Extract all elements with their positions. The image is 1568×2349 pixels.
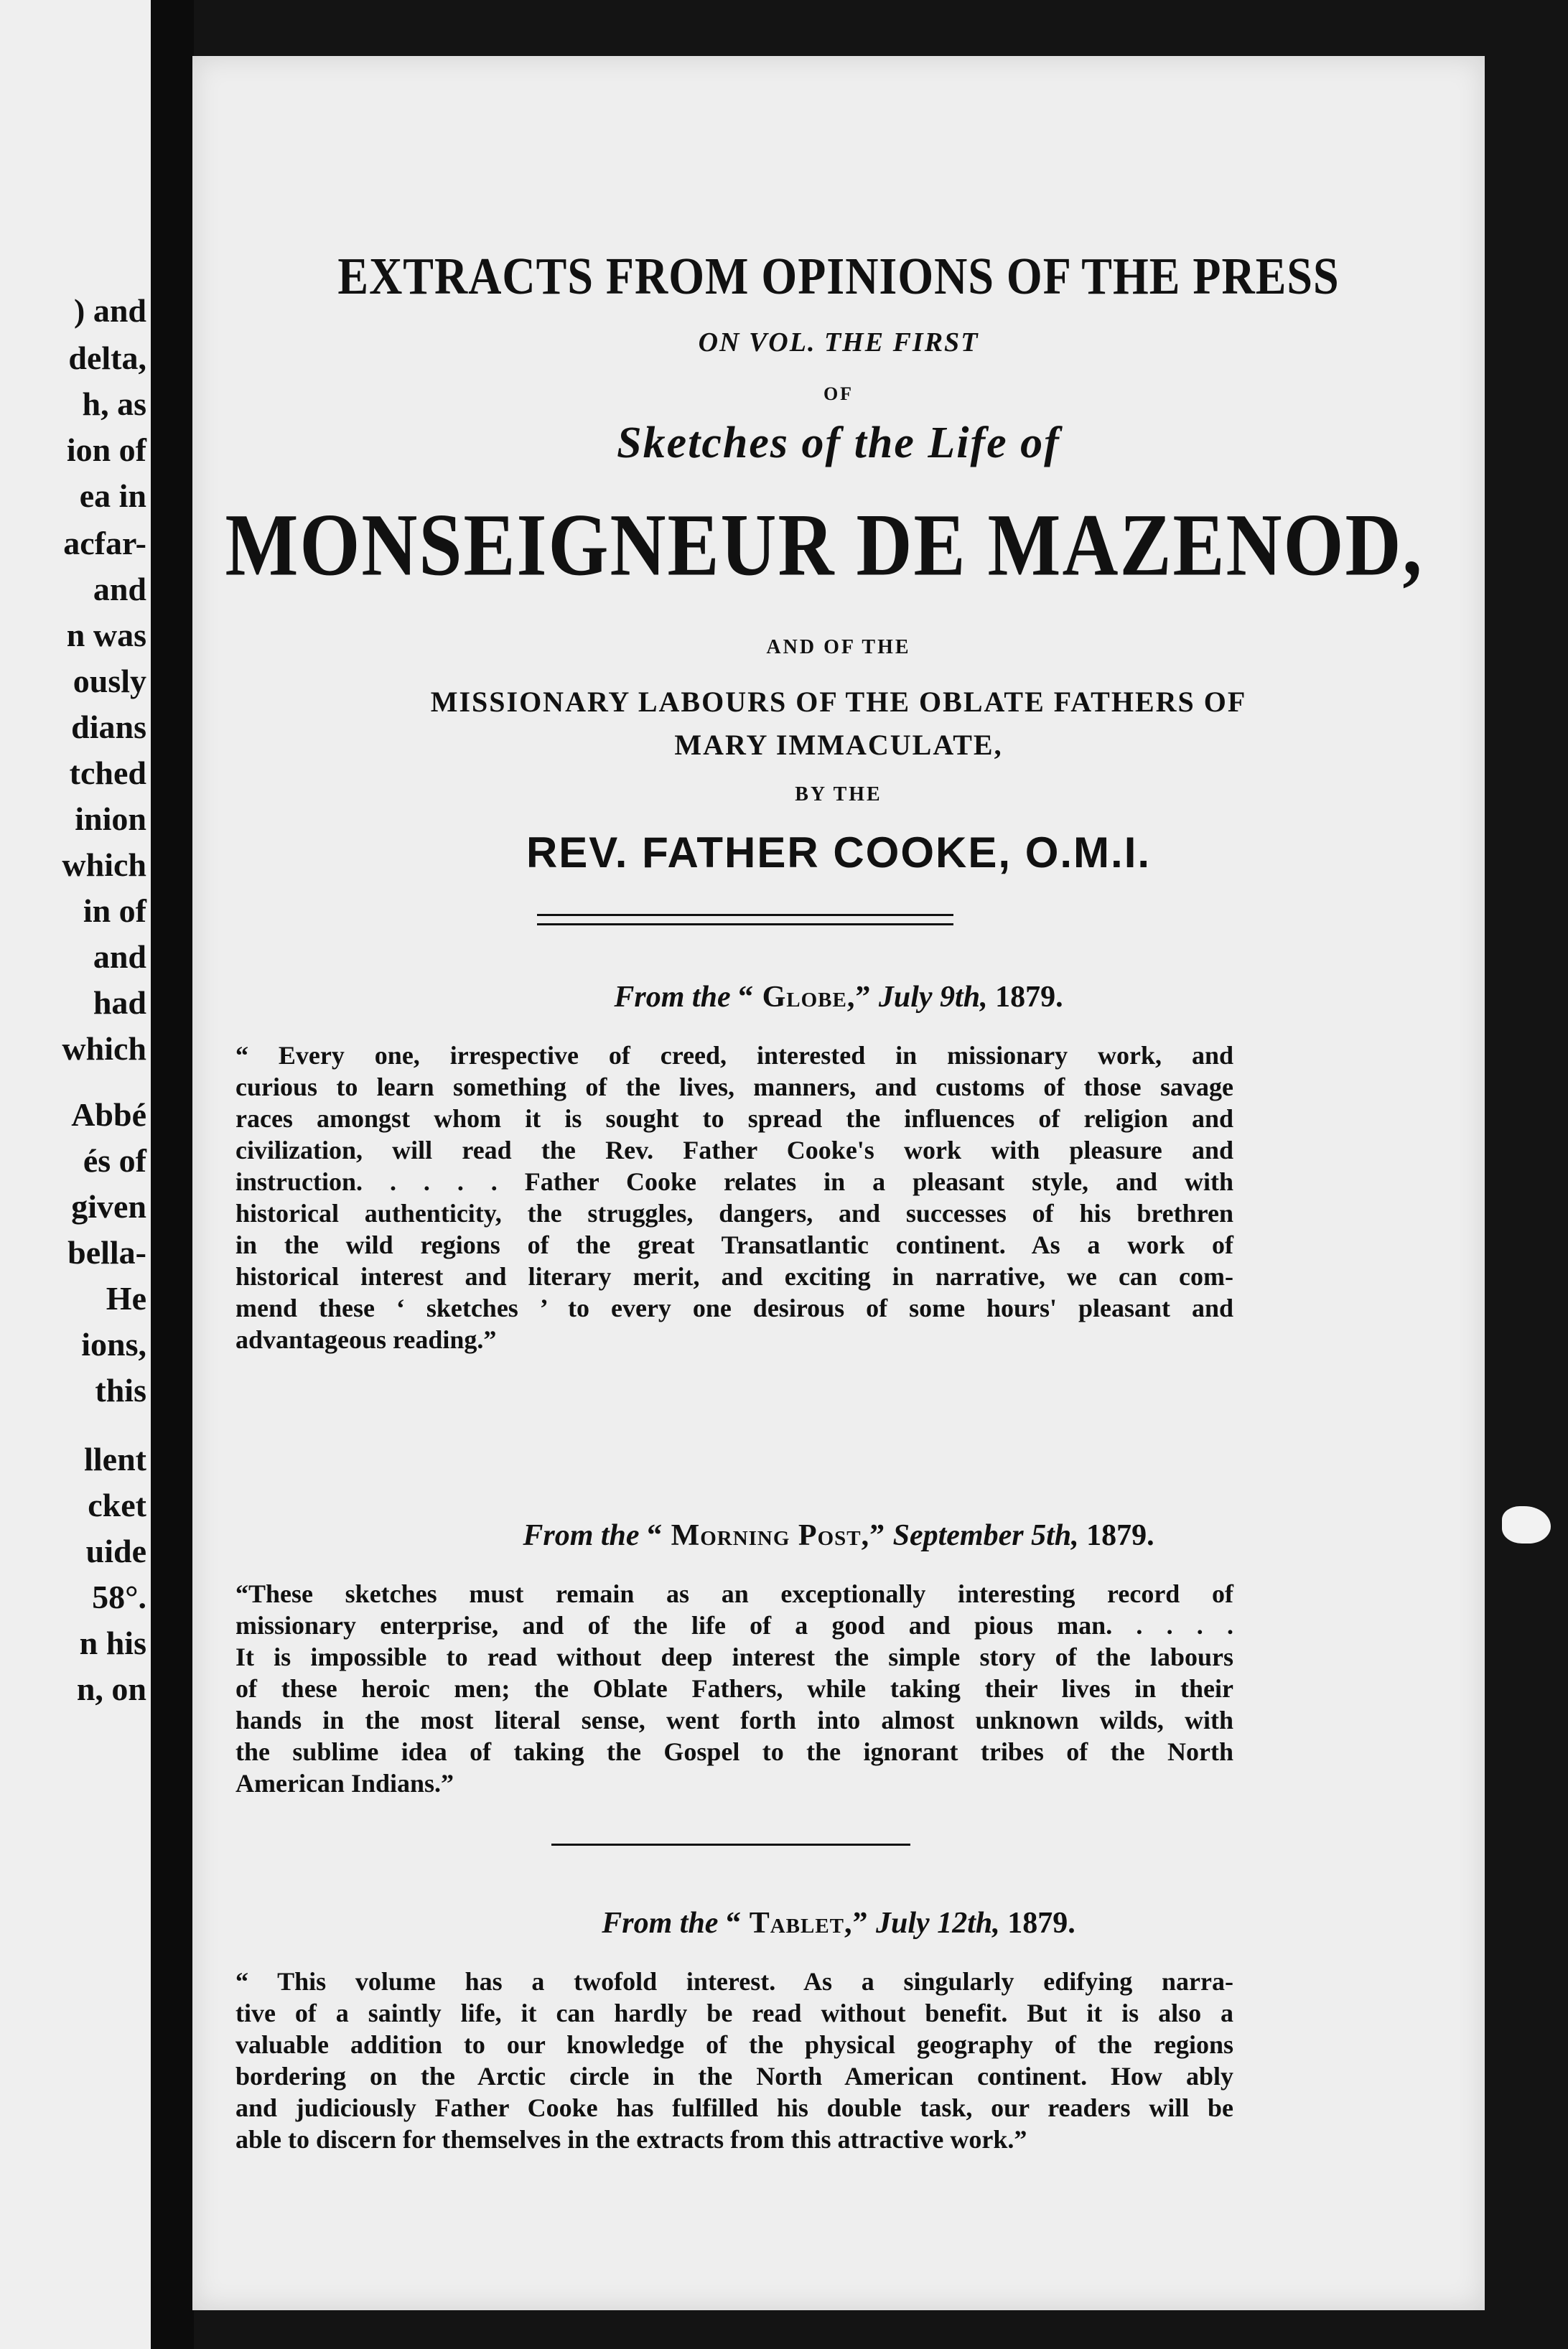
- title-by-the: BY THE: [795, 783, 882, 805]
- adjacent-page-fragment: in of: [83, 892, 146, 929]
- adjacent-page-fragment: and: [93, 938, 146, 975]
- adjacent-page-fragment: bella-: [67, 1234, 146, 1271]
- adjacent-page-fragment: had: [93, 984, 146, 1021]
- separator-rule: [551, 1844, 910, 1846]
- title-sketches: Sketches of the Life of: [617, 419, 1060, 467]
- title-missionary-labours: MISSIONARY LABOURS OF THE OBLATE FATHERS OF: [430, 686, 1247, 718]
- adjacent-page-fragment: ions,: [81, 1326, 146, 1363]
- adjacent-page-fragment: n was: [66, 617, 146, 653]
- review-quote-morning-post: [235, 1578, 1233, 1799]
- title-mazenod: MONSEIGNEUR DE MAZENOD,: [225, 496, 1424, 594]
- adjacent-page-fragment: llent: [84, 1441, 146, 1477]
- adjacent-page-fragment: given: [71, 1188, 146, 1225]
- quote-line: It is impossible to read without deep interest the simple story of the labours: [235, 1643, 1233, 1671]
- quote-line: of these heroic men; the Oblate Fathers, while taking their lives in their: [235, 1674, 1233, 1703]
- adjacent-page-fragment: He: [106, 1280, 146, 1317]
- adjacent-page-fragment: uide: [85, 1533, 146, 1569]
- quote-line: missionary enterprise, and of the life of a good and pious man. . . . .: [235, 1611, 1233, 1640]
- adjacent-page-fragment: ea in: [79, 477, 146, 514]
- title-mary-immaculate: MARY IMMACULATE,: [674, 729, 1003, 761]
- adjacent-page-fragment: n, on: [76, 1671, 146, 1707]
- adjacent-page-fragment: acfar-: [63, 525, 146, 561]
- quote-line: historical authenticity, the struggles, dangers, and successes of his brethren: [235, 1199, 1233, 1228]
- quote-line: and judiciously Father Cooke has fulfilled his double task, our readers will be: [235, 2093, 1233, 2122]
- quote-line: bordering on the Arctic circle in the North American continent. How ably: [235, 2062, 1233, 2091]
- adjacent-page-fragment: ously: [73, 663, 146, 699]
- title-and-of-the: AND OF THE: [766, 636, 911, 658]
- quote-line: “ This volume has a twofold interest. As a singularly edifying narra-: [235, 1967, 1233, 1996]
- adjacent-page-fragment: cket: [88, 1487, 146, 1523]
- quote-line: valuable addition to our knowledge of the physical geography of the regions: [235, 2030, 1233, 2059]
- quote-line: historical interest and literary merit, and exciting in narrative, we can com-: [235, 1262, 1233, 1291]
- title-of: OF: [823, 383, 854, 404]
- review-quote-globe: [235, 1040, 1233, 1355]
- quote-line: instruction. . . . . Father Cooke relates in a pleasant style, and with: [235, 1167, 1233, 1196]
- double-rule-bottom: [537, 923, 953, 925]
- adjacent-page-fragment: and: [93, 571, 146, 607]
- adjacent-page-fragment: h, as: [82, 386, 146, 422]
- quote-line: civilization, will read the Rev. Father Cooke's work with pleasure and: [235, 1136, 1233, 1164]
- review-heading-globe: From the “ Globe,” July 9th, 1879.: [614, 981, 1063, 1014]
- adjacent-page-strip: [0, 0, 151, 2349]
- quote-line: the sublime idea of taking the Gospel to the ignorant tribes of the North: [235, 1737, 1233, 1766]
- adjacent-page-fragment: ion of: [66, 431, 146, 468]
- adjacent-page-fragment: Abbé: [71, 1096, 146, 1133]
- adjacent-page-fragment: inion: [75, 800, 146, 837]
- quote-line: tive of a saintly life, it can hardly be read without benefit. But it is also a: [235, 1999, 1233, 2027]
- quote-line: American Indians.”: [235, 1769, 454, 1798]
- adjacent-page-fragment: n his: [79, 1625, 146, 1661]
- quote-line: mend these ‘ sketches ’ to every one desirous of some hours' pleasant and: [235, 1294, 1233, 1322]
- adjacent-page-fragment: 58°.: [92, 1579, 146, 1615]
- review-heading-tablet: From the “ Tablet,” July 12th, 1879.: [602, 1907, 1075, 1940]
- adjacent-page-fragment: this: [95, 1372, 146, 1409]
- document-page: [192, 56, 1485, 2310]
- double-rule-top: [537, 914, 953, 916]
- adjacent-page-fragment: which: [62, 846, 146, 883]
- adjacent-page-fragment: which: [62, 1030, 146, 1067]
- quote-line: “These sketches must remain as an exceptionally interesting record of: [235, 1579, 1233, 1608]
- quote-line: curious to learn something of the lives, manners, and customs of those savage: [235, 1073, 1233, 1101]
- scan-background: [1485, 0, 1568, 2349]
- title-vol: ON VOL. THE FIRST: [698, 327, 979, 358]
- adjacent-page-fragment: delta,: [68, 340, 146, 376]
- title-extracts: EXTRACTS FROM OPINIONS OF THE PRESS: [337, 246, 1340, 306]
- adjacent-page-fragment: dians: [71, 709, 146, 745]
- adjacent-page-fragment: ) and: [74, 292, 146, 329]
- page-gutter: [151, 0, 194, 2349]
- review-quote-tablet: [235, 1966, 1233, 2155]
- adjacent-page-fragment: és of: [83, 1142, 146, 1179]
- quote-line: able to discern for themselves in the extracts from this attractive work.”: [235, 2125, 1027, 2154]
- quote-line: advantageous reading.”: [235, 1325, 497, 1354]
- author-name: REV. FATHER COOKE, O.M.I.: [526, 828, 1152, 877]
- review-heading-morning-post: From the “ Morning Post,” September 5th, 1879.: [523, 1519, 1154, 1552]
- quote-line: races amongst whom it is sought to spread the influences of religion and: [235, 1104, 1233, 1133]
- quote-line: in the wild regions of the great Transatlantic continent. As a work of: [235, 1230, 1233, 1259]
- adjacent-page-fragment: tched: [69, 755, 146, 791]
- quote-line: hands in the most literal sense, went forth into almost unknown wilds, with: [235, 1706, 1233, 1734]
- quote-line: “ Every one, irrespective of creed, interested in missionary work, and: [235, 1041, 1233, 1070]
